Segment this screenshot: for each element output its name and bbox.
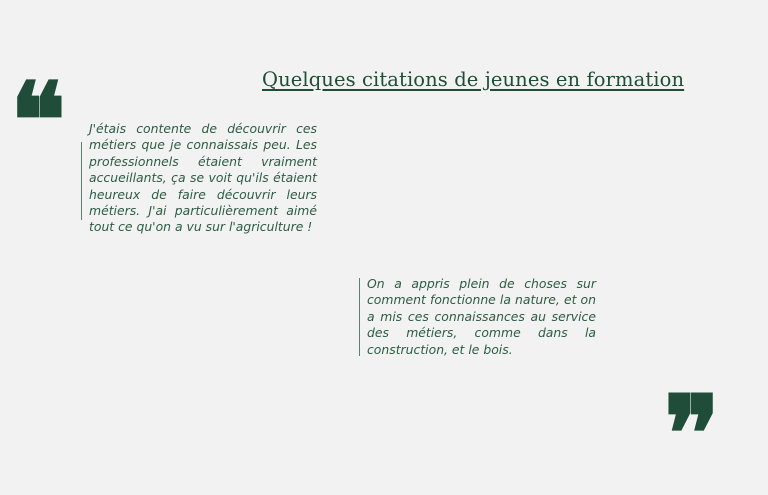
- quote-text: On a appris plein de choses sur comment fonctionne la nature, et on a mis ces connaissances au service des métiers, comme dans la construction, et le bois.: [367, 276, 596, 357]
- opening-quote-icon: ❝: [10, 59, 66, 182]
- quote-divider: [81, 142, 82, 220]
- closing-quote-icon: ❞: [664, 372, 720, 495]
- page-title: Quelques citations de jeunes en formation: [262, 68, 685, 91]
- quote-text: J'étais contente de découvrir ces métiers que je connaissais peu. Les professionnels étaient vraiment accueillants, ça se voit qu'ils étaient heureux de faire découvrir leurs métiers. J'ai particulièrement aimé tout ce qu'on a vu sur l'agriculture !: [89, 121, 317, 235]
- quote-divider: [359, 278, 360, 356]
